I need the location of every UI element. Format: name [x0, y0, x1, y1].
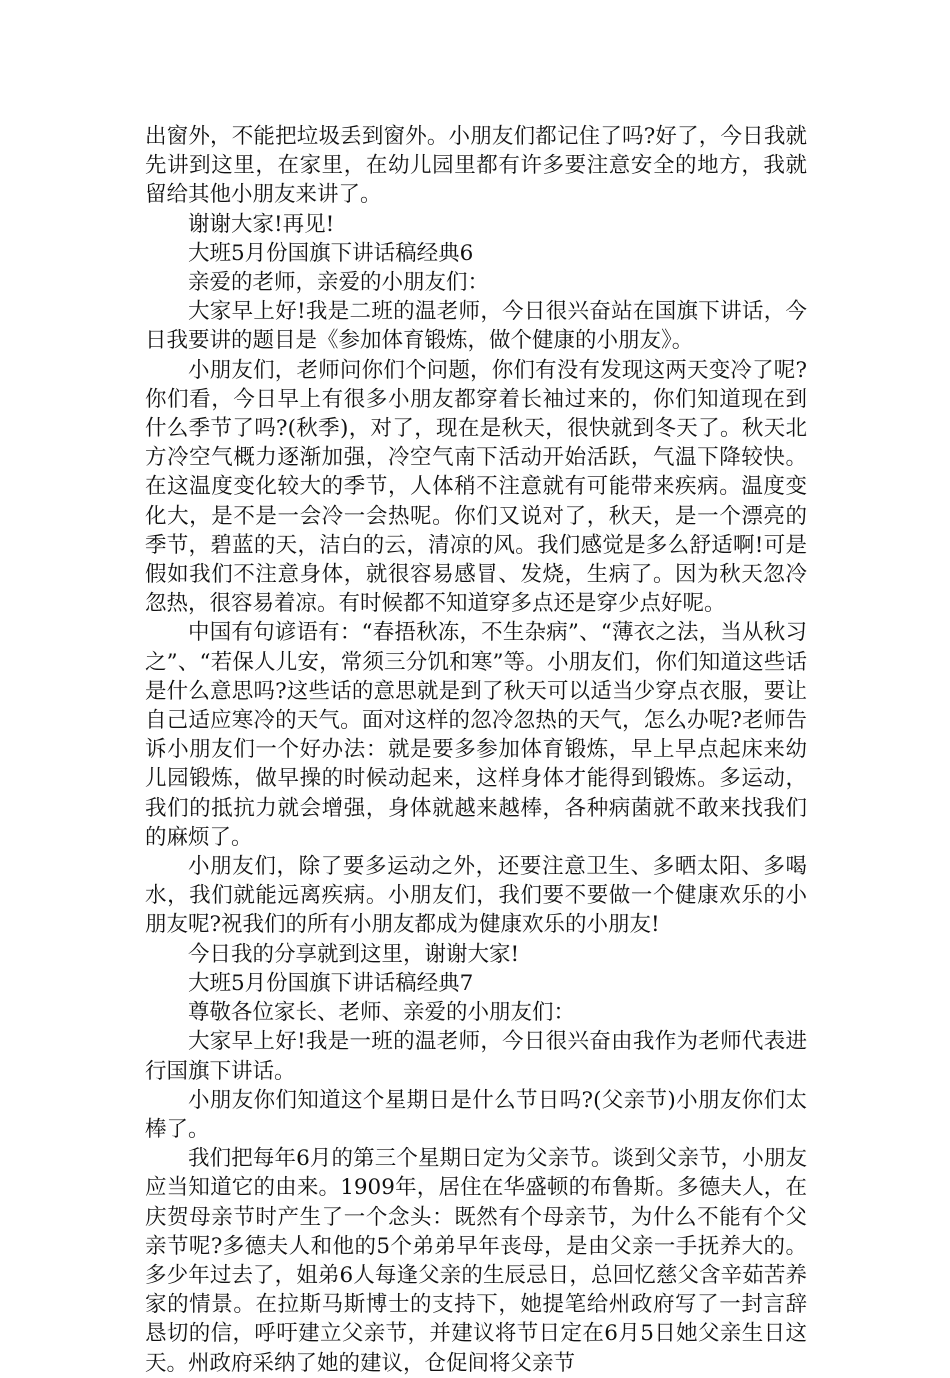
section-heading-6: 大班5月份国旗下讲话稿经典6 — [188, 240, 474, 266]
paragraph: 大家早上好!我是二班的温老师，今日很兴奋站在国旗下讲话，今日我要讲的题目是《参加体育锻炼，做个健康的小朋友》。 — [145, 299, 807, 354]
paragraph: 我们把每年6月的第三个星期日定为父亲节。谈到父亲节，小朋友应当知道它的由来。1909年，居住在华盛顿的布鲁斯。多德夫人，在庆贺母亲节时产生了一个念头：既然有个母亲节，为什么不能有个父亲节呢?多德夫人和他的5个弟弟早年丧母，是由父亲一手抚养大的。多少年过去了，姐弟6人每逢父亲的生辰忌日，总回忆慈父含辛茹苦养家的情景。在拉斯马斯博士的支持下，她提笔给州政府写了一封言辞恳切的信，呼吁建立父亲节，并建议将节日定在6月5日她父亲生日这天。州政府采纳了她的建议，仓促间将父亲节 — [145, 1146, 807, 1376]
paragraph: 小朋友你们知道这个星期日是什么节日吗?(父亲节)小朋友你们太棒了。 — [145, 1087, 807, 1142]
paragraph: 小朋友们，老师问你们个问题，你们有没有发现这两天变冷了呢?你们看，今日早上有很多小朋友都穿着长袖过来的，你们知道现在到什么季节了吗?(秋季)，对了，现在是秋天，很快就到冬天了。秋天北方冷空气概力逐渐加强，冷空气南下活动开始活跃，气温下降较快。在这温度变化较大的季节，人体稍不注意就有可能带来疾病。温度变化大，是不是一会冷一会热呢。你们又说对了，秋天，是一个漂亮的季节，碧蓝的天，洁白的云，清凉的风。我们感觉是多么舒适啊!可是假如我们不注意身体，就很容易感冒、发烧，生病了。因为秋天忽冷忽热，很容易着凉。有时候都不知道穿多点还是穿少点好呢。 — [145, 357, 807, 617]
section-heading-7: 大班5月份国旗下讲话稿经典7 — [188, 970, 474, 996]
salutation: 尊敬各位家长、老师、亲爱的小朋友们： — [188, 1000, 576, 1026]
paragraph-continuation: 出窗外，不能把垃圾丢到窗外。小朋友们都记住了吗?好了，今日我就先讲到这里，在家里，在幼儿园里都有许多要注意安全的地方，我就留给其他小朋友来讲了。 — [145, 124, 807, 208]
paragraph: 小朋友们，除了要多运动之外，还要注意卫生、多晒太阳、多喝水，我们就能远离疾病。小朋友们，我们要不要做一个健康欢乐的小朋友呢?祝我们的所有小朋友都成为健康欢乐的小朋友! — [145, 854, 807, 938]
document-page — [145, 122, 807, 1378]
salutation: 亲爱的老师，亲爱的小朋友们： — [188, 270, 490, 296]
paragraph-closing-thanks: 谢谢大家!再见! — [188, 211, 335, 237]
paragraph-closing: 今日我的分享就到这里，谢谢大家! — [188, 941, 520, 967]
paragraph: 中国有句谚语有：“春捂秋冻，不生杂病”、“薄衣之法，当从秋习之”、“若保人儿安，常须三分饥和寒”等。小朋友们，你们知道这些话是什么意思吗?这些话的意思就是到了秋天可以适当少穿点衣服，要让自己适应寒冷的天气。面对这样的忽冷忽热的天气，怎么办呢?老师告诉小朋友们一个好办法：就是要多参加体育锻炼，早上早点起床来幼儿园锻炼，做早操的时候动起来，这样身体才能得到锻炼。多运动，我们的抵抗力就会增强，身体就越来越棒，各种病菌就不敢来找我们的麻烦了。 — [145, 620, 807, 850]
paragraph: 大家早上好!我是一班的温老师，今日很兴奋由我作为老师代表进行国旗下讲话。 — [145, 1029, 807, 1084]
